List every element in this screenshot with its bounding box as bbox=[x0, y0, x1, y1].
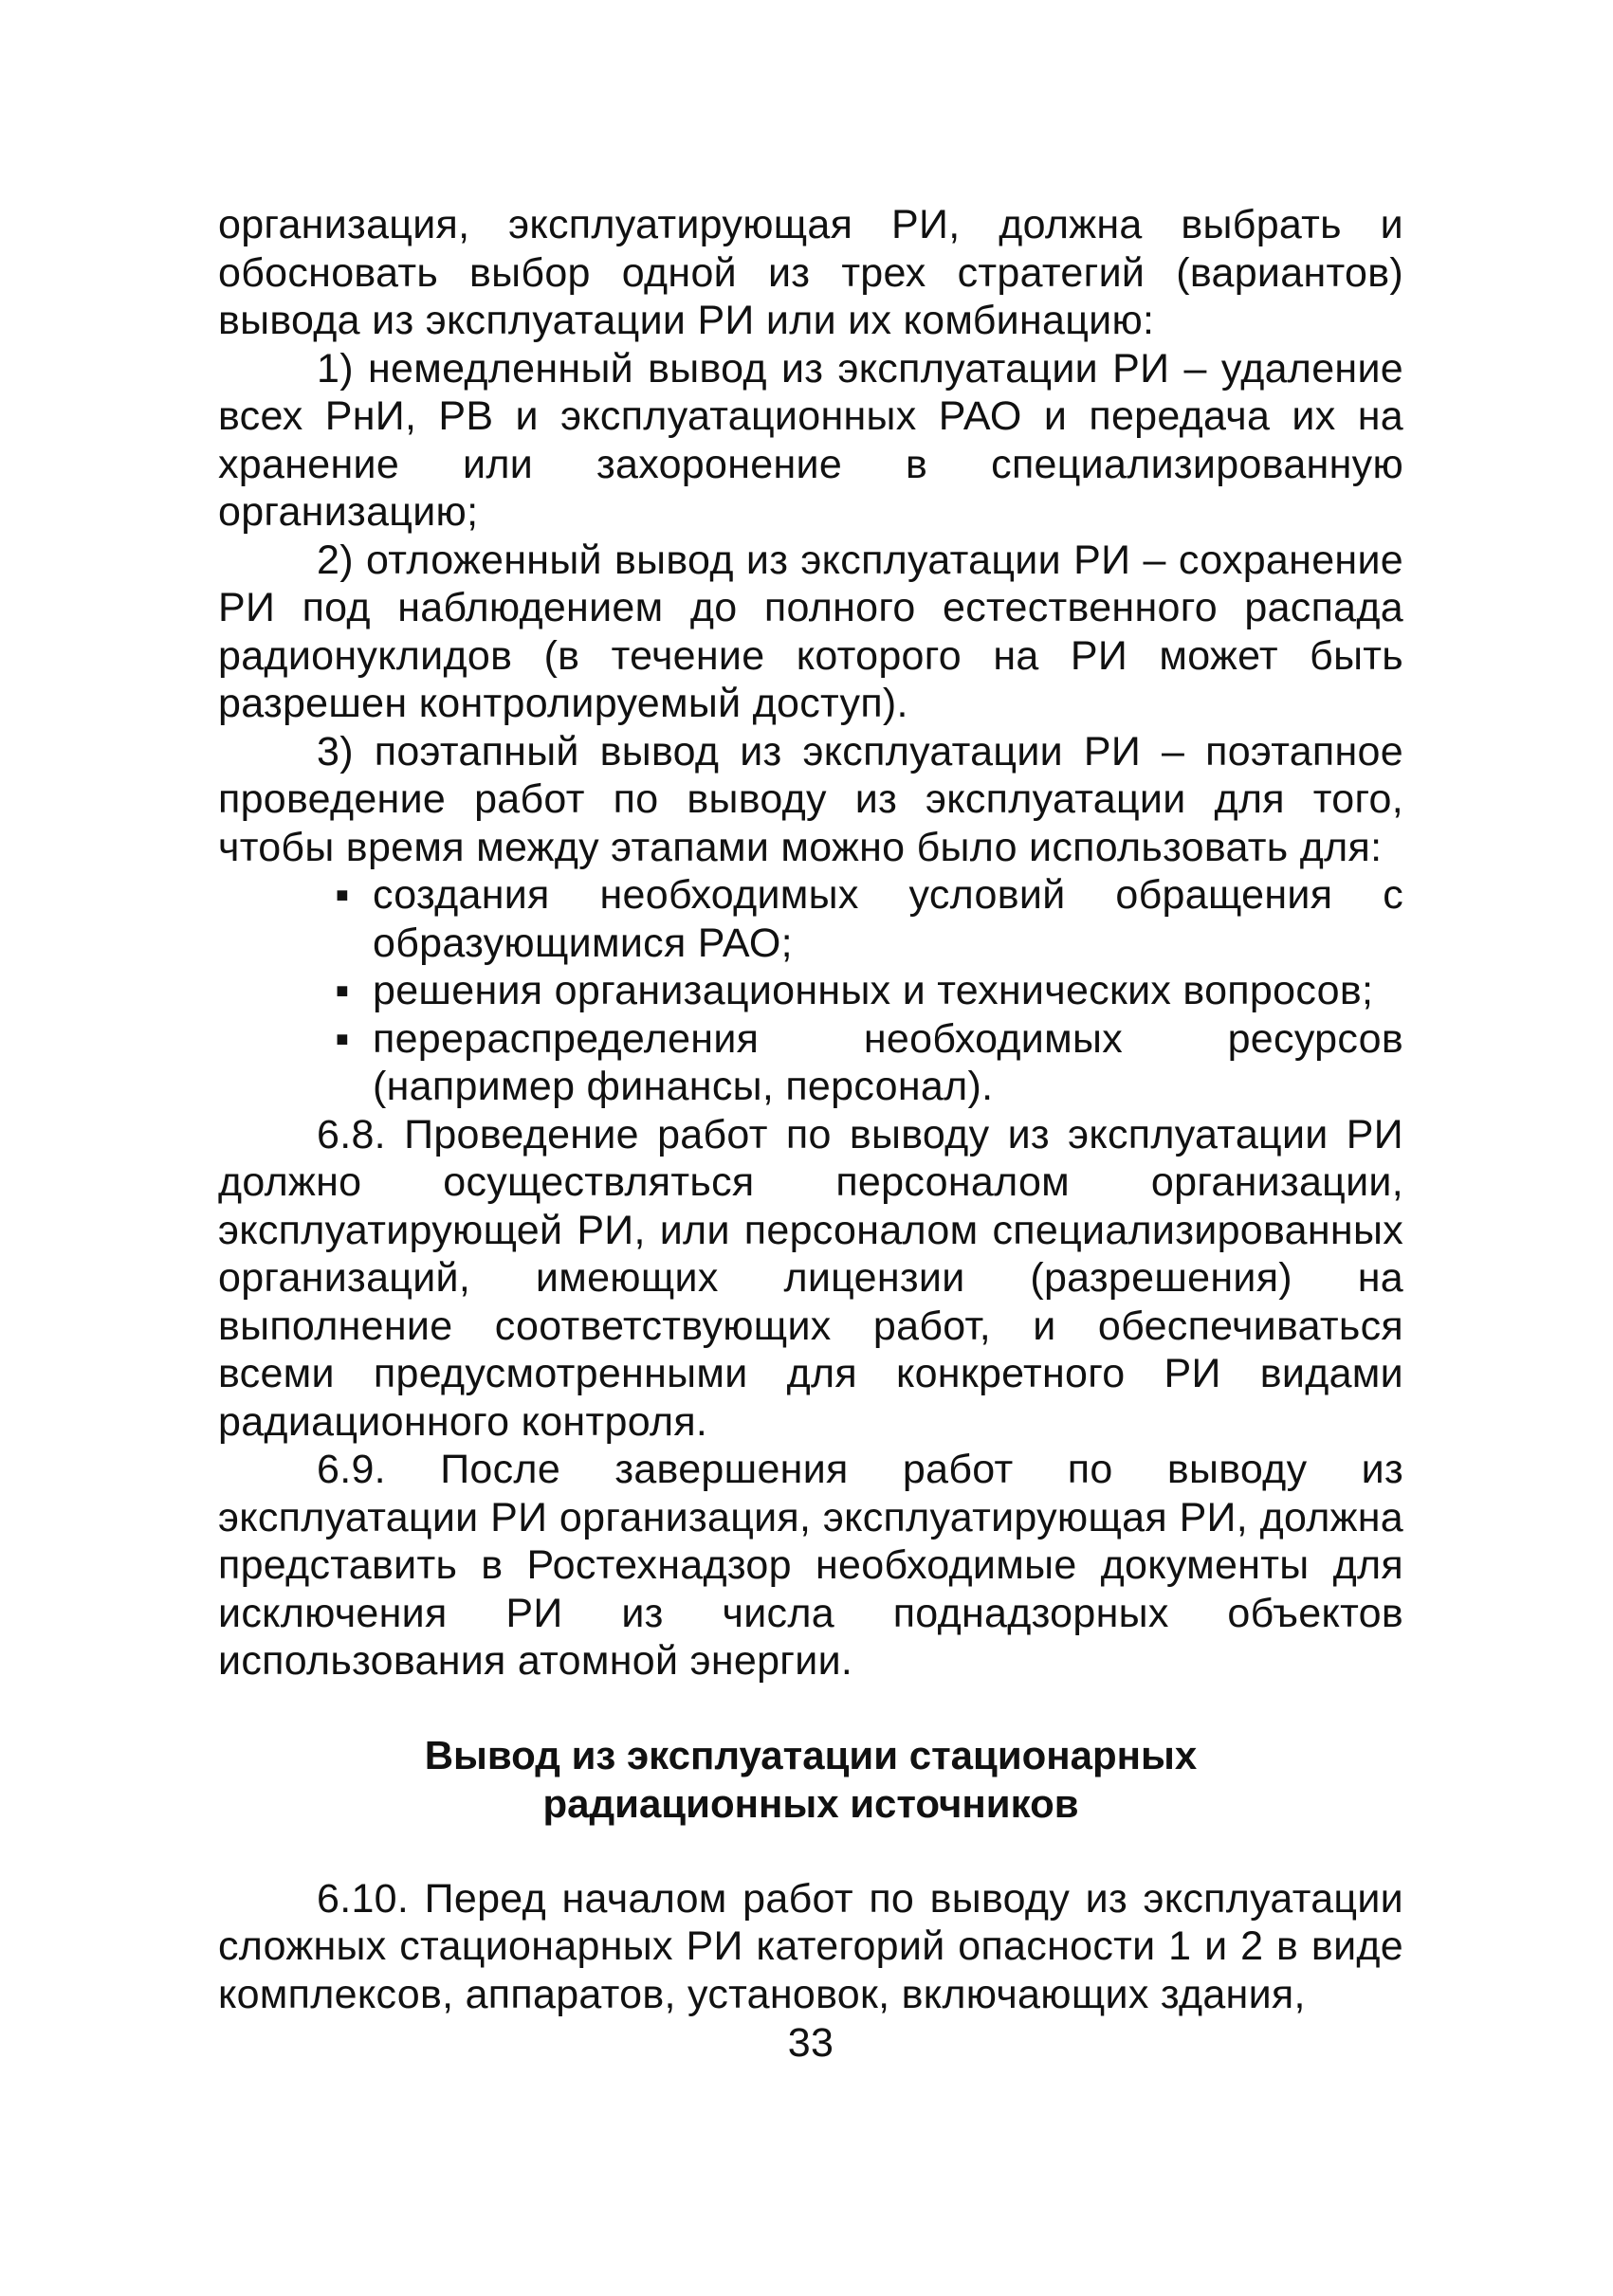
paragraph-6-8: 6.8. Проведение работ по выводу из эксплуатации РИ должно осуществляться персоналом организации, эксплуатирующей РИ, или персоналом специализированных организаций, имеющих лицензии (разрешения) на выполнение соответствующих работ, и обеспечиваться всеми предусмотренными для конкретного РИ видами радиационного контроля. bbox=[218, 1111, 1403, 1445]
list-item-text: создания необходимых условий обращения с образующимися РАО; bbox=[373, 872, 1403, 966]
section-heading-line-1: Вывод из эксплуатации стационарных bbox=[424, 1732, 1198, 1777]
list-item-text: решения организационных и технических вопросов; bbox=[373, 968, 1374, 1013]
document-page bbox=[218, 201, 1403, 2068]
page-number: 33 bbox=[787, 2020, 834, 2066]
paragraph-continuation: организация, эксплуатирующая РИ, должна выбрать и обосновать выбор одной из трех стратегий (вариантов) вывода из эксплуатации РИ или их комбинацию: bbox=[218, 202, 1403, 343]
list-item bbox=[335, 1015, 1403, 1111]
paragraph-strategy-1: 1) немедленный вывод из эксплуатации РИ – удаление всех РнИ, РВ и эксплуатационных РАО и передача их на хранение или захоронение в специализированную организацию; bbox=[218, 345, 1403, 535]
section-heading-line-2: радиационных источников bbox=[542, 1780, 1079, 1826]
paragraph-6-9: 6.9. После завершения работ по выводу из эксплуатации РИ организация, эксплуатирующая РИ, должна представить в Ростехнадзор необходимые документы для исключения РИ из числа поднадзорных объектов использования атомной энергии. bbox=[218, 1447, 1403, 1684]
bullet-list bbox=[218, 871, 1403, 1111]
list-item-text: перераспределения необходимых ресурсов (например финансы, персонал). bbox=[373, 1015, 1403, 1109]
list-item bbox=[335, 967, 1403, 1015]
bullet-icon: ▪ bbox=[335, 1015, 350, 1062]
paragraph-strategy-2: 2) отложенный вывод из эксплуатации РИ – сохранение РИ под наблюдением до полного естественного распада радионуклидов (в течение которого на РИ может быть разрешен контролируемый доступ). bbox=[218, 537, 1403, 726]
bullet-icon: ▪ bbox=[335, 872, 350, 918]
paragraph-strategy-3: 3) поэтапный вывод из эксплуатации РИ – поэтапное проведение работ по выводу из эксплуатации для того, чтобы время между этапами можно было использовать для: bbox=[218, 728, 1403, 870]
list-item bbox=[335, 871, 1403, 967]
section-heading bbox=[218, 1731, 1403, 1828]
bullet-icon: ▪ bbox=[335, 968, 350, 1013]
paragraph-6-10: 6.10. Перед началом работ по выводу из эксплуатации сложных стационарных РИ категорий опасности 1 и 2 в виде комплексов, аппаратов, установок, включающих здания, bbox=[218, 1875, 1403, 2017]
